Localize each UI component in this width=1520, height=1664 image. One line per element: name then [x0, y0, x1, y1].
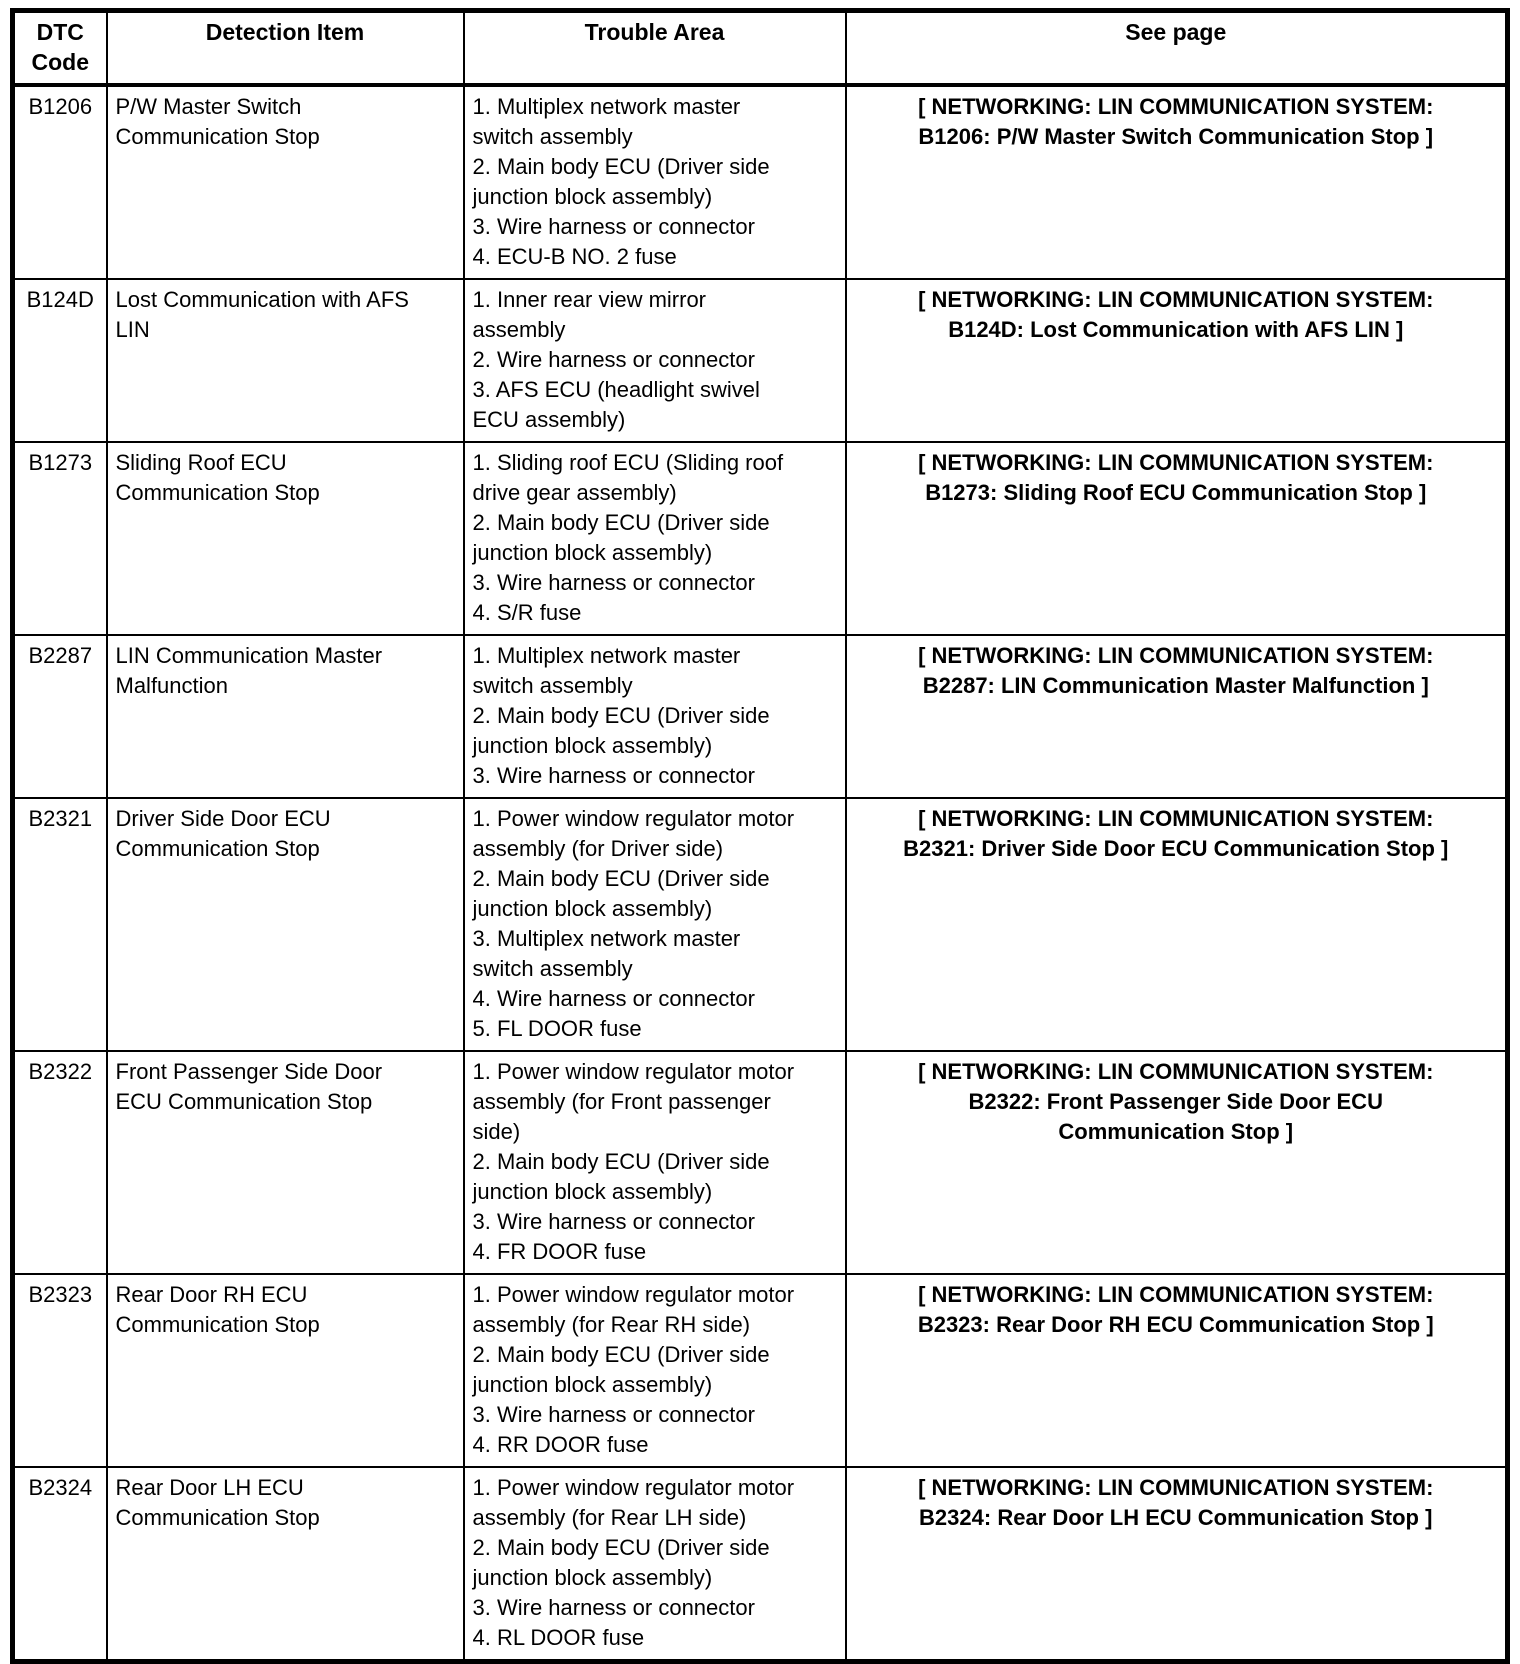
detection-item-text: ECU Communication Stop [115, 1089, 373, 1114]
see-page-reference: B1273: Sliding Roof ECU Communication Stop ] [925, 480, 1427, 505]
trouble-area-text: switch assembly [472, 673, 633, 698]
column-header-dtc-code [13, 11, 107, 86]
trouble-area-text: 3. Wire harness or connector [472, 1402, 755, 1427]
see-page-cell [846, 635, 1508, 798]
see-page-reference: [ NETWORKING: LIN COMMUNICATION SYSTEM: [918, 1059, 1434, 1084]
dtc-code-cell: B1273 [13, 442, 107, 635]
detection-item-cell [107, 1274, 464, 1467]
table-body [13, 85, 1508, 1662]
trouble-area-text: junction block assembly) [472, 733, 713, 758]
detection-item-cell [107, 442, 464, 635]
table-row [13, 442, 1508, 635]
trouble-area-text: 4. Wire harness or connector [472, 986, 755, 1011]
trouble-area-cell [464, 85, 846, 279]
see-page-reference: B124D: Lost Communication with AFS LIN ] [948, 317, 1404, 342]
dtc-code-cell: B2287 [13, 635, 107, 798]
trouble-area-text: assembly (for Driver side) [472, 836, 724, 861]
detection-item-text: Rear Door RH ECU [115, 1282, 308, 1307]
trouble-area-text: 2. Main body ECU (Driver side [472, 510, 770, 535]
trouble-area-text: assembly (for Rear RH side) [472, 1312, 751, 1337]
trouble-area-text: 3. Wire harness or connector [472, 214, 755, 239]
see-page-cell [846, 1467, 1508, 1662]
detection-item-text: Communication Stop [115, 1312, 320, 1337]
detection-item-text: LIN [115, 317, 150, 342]
trouble-area-text: junction block assembly) [472, 1179, 713, 1204]
dtc-code-cell: B124D [13, 279, 107, 442]
table-row [13, 1051, 1508, 1274]
trouble-area-text: 3. AFS ECU (headlight swivel [472, 377, 760, 402]
detection-item-cell [107, 279, 464, 442]
trouble-area-text: switch assembly [472, 956, 633, 981]
trouble-area-text: 4. S/R fuse [472, 600, 582, 625]
see-page-cell [846, 279, 1508, 442]
trouble-area-cell [464, 1051, 846, 1274]
see-page-cell [846, 1274, 1508, 1467]
trouble-area-text: 1. Multiplex network master [472, 94, 741, 119]
trouble-area-cell [464, 442, 846, 635]
trouble-area-text: 4. ECU-B NO. 2 fuse [472, 244, 677, 269]
dtc-code-cell: B2322 [13, 1051, 107, 1274]
see-page-reference: [ NETWORKING: LIN COMMUNICATION SYSTEM: [918, 1282, 1434, 1307]
trouble-area-text: junction block assembly) [472, 1565, 713, 1590]
trouble-area-text: 4. RR DOOR fuse [472, 1432, 649, 1457]
trouble-area-cell [464, 1467, 846, 1662]
column-header-text: Code [31, 49, 89, 75]
detection-item-cell [107, 1051, 464, 1274]
trouble-area-text: 3. Wire harness or connector [472, 570, 755, 595]
trouble-area-text: 1. Inner rear view mirror [472, 287, 707, 312]
trouble-area-cell [464, 798, 846, 1051]
see-page-reference: Communication Stop ] [1058, 1119, 1294, 1144]
trouble-area-text: junction block assembly) [472, 1372, 713, 1397]
trouble-area-text: 2. Main body ECU (Driver side [472, 1149, 770, 1174]
trouble-area-cell [464, 635, 846, 798]
table-row [13, 85, 1508, 279]
detection-item-text: Driver Side Door ECU [115, 806, 331, 831]
trouble-area-text: switch assembly [472, 124, 633, 149]
trouble-area-text: 2. Main body ECU (Driver side [472, 154, 770, 179]
see-page-reference: B2323: Rear Door RH ECU Communication Stop ] [917, 1312, 1434, 1337]
table-row [13, 279, 1508, 442]
trouble-area-text: assembly (for Rear LH side) [472, 1505, 747, 1530]
trouble-area-text: junction block assembly) [472, 184, 713, 209]
detection-item-text: Communication Stop [115, 124, 320, 149]
detection-item-text: P/W Master Switch [115, 94, 302, 119]
see-page-reference: B1206: P/W Master Switch Communication Stop ] [918, 124, 1434, 149]
trouble-area-text: assembly [472, 317, 566, 342]
detection-item-cell [107, 635, 464, 798]
trouble-area-text: 3. Wire harness or connector [472, 1595, 755, 1620]
see-page-reference: [ NETWORKING: LIN COMMUNICATION SYSTEM: [918, 94, 1434, 119]
trouble-area-text: 3. Wire harness or connector [472, 763, 755, 788]
see-page-cell [846, 1051, 1508, 1274]
trouble-area-text: ECU assembly) [472, 407, 626, 432]
trouble-area-text: 1. Power window regulator motor [472, 1282, 795, 1307]
trouble-area-text: 2. Main body ECU (Driver side [472, 1535, 770, 1560]
column-header-text: Detection Item [205, 19, 365, 45]
trouble-area-text: 4. RL DOOR fuse [472, 1625, 645, 1650]
column-header-see-page [846, 11, 1508, 86]
see-page-reference: [ NETWORKING: LIN COMMUNICATION SYSTEM: [918, 450, 1434, 475]
detection-item-text: Rear Door LH ECU [115, 1475, 304, 1500]
detection-item-text: Communication Stop [115, 1505, 320, 1530]
table-row [13, 1274, 1508, 1467]
trouble-area-text: 5. FL DOOR fuse [472, 1016, 642, 1041]
detection-item-text: Front Passenger Side Door [115, 1059, 383, 1084]
trouble-area-text: 1. Multiplex network master [472, 643, 741, 668]
trouble-area-text: 1. Power window regulator motor [472, 1059, 795, 1084]
dtc-code-cell: B2323 [13, 1274, 107, 1467]
column-header-text: See page [1125, 19, 1227, 45]
header-row [13, 11, 1508, 86]
trouble-area-text: 1. Sliding roof ECU (Sliding roof [472, 450, 784, 475]
see-page-reference: B2324: Rear Door LH ECU Communication Stop ] [919, 1505, 1433, 1530]
detection-item-text: LIN Communication Master [115, 643, 383, 668]
trouble-area-text: assembly (for Front passenger [472, 1089, 771, 1114]
see-page-cell [846, 85, 1508, 279]
table-row [13, 1467, 1508, 1662]
column-header-text: Trouble Area [584, 19, 725, 45]
see-page-cell [846, 442, 1508, 635]
see-page-reference: B2322: Front Passenger Side Door ECU [968, 1089, 1383, 1114]
see-page-reference: [ NETWORKING: LIN COMMUNICATION SYSTEM: [918, 287, 1434, 312]
detection-item-text: Communication Stop [115, 480, 320, 505]
trouble-area-text: 4. FR DOOR fuse [472, 1239, 647, 1264]
trouble-area-text: drive gear assembly) [472, 480, 677, 505]
dtc-code-cell: B2324 [13, 1467, 107, 1662]
detection-item-text: Sliding Roof ECU [115, 450, 287, 475]
detection-item-cell [107, 85, 464, 279]
detection-item-cell [107, 798, 464, 1051]
see-page-cell [846, 798, 1508, 1051]
detection-item-text: Malfunction [115, 673, 229, 698]
trouble-area-text: side) [472, 1119, 521, 1144]
trouble-area-text: 1. Power window regulator motor [472, 1475, 795, 1500]
table-row [13, 635, 1508, 798]
see-page-reference: B2287: LIN Communication Master Malfunction ] [922, 673, 1429, 698]
dtc-table [10, 8, 1510, 1664]
dtc-code-cell: B2321 [13, 798, 107, 1051]
column-header-detection-item [107, 11, 464, 86]
see-page-reference: [ NETWORKING: LIN COMMUNICATION SYSTEM: [918, 806, 1434, 831]
trouble-area-text: junction block assembly) [472, 896, 713, 921]
trouble-area-text: 2. Wire harness or connector [472, 347, 755, 372]
see-page-reference: [ NETWORKING: LIN COMMUNICATION SYSTEM: [918, 1475, 1434, 1500]
trouble-area-text: 1. Power window regulator motor [472, 806, 795, 831]
trouble-area-text: 2. Main body ECU (Driver side [472, 866, 770, 891]
trouble-area-text: junction block assembly) [472, 540, 713, 565]
trouble-area-text: 2. Main body ECU (Driver side [472, 1342, 770, 1367]
trouble-area-cell [464, 1274, 846, 1467]
see-page-reference: B2321: Driver Side Door ECU Communication Stop ] [903, 836, 1449, 861]
detection-item-text: Lost Communication with AFS [115, 287, 409, 312]
column-header-text: DTC [36, 19, 84, 45]
table-row [13, 798, 1508, 1051]
trouble-area-text: 2. Main body ECU (Driver side [472, 703, 770, 728]
column-header-trouble-area [464, 11, 846, 86]
trouble-area-text: 3. Multiplex network master [472, 926, 741, 951]
detection-item-cell [107, 1467, 464, 1662]
detection-item-text: Communication Stop [115, 836, 320, 861]
see-page-reference: [ NETWORKING: LIN COMMUNICATION SYSTEM: [918, 643, 1434, 668]
trouble-area-text: 3. Wire harness or connector [472, 1209, 755, 1234]
trouble-area-cell [464, 279, 846, 442]
dtc-code-cell: B1206 [13, 85, 107, 279]
